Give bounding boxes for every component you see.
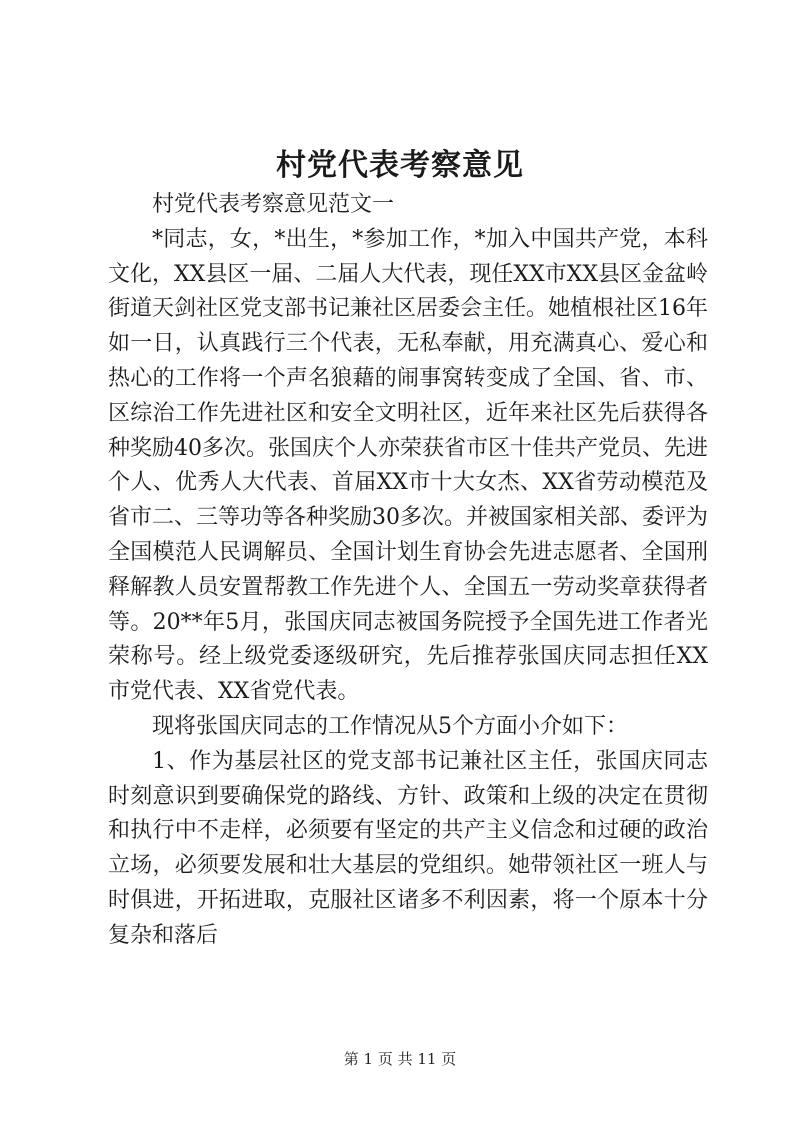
paragraph-point-1: 1、作为基层社区的党支部书记兼社区主任，张国庆同志时刻意识到要确保党的路线、方针、政策和上级的决定在贯彻和执行中不走样，必须要有坚定的共产主义信念和过硬的政治立场，必须要发展和壮大基层的党组织。她带领社区一班人与时俱进，开拓进取，克服社区诸多不利因素，将一个原本十分复杂和落后 — [108, 748, 708, 948]
document-title: 村党代表考察意见 — [276, 148, 524, 183]
paragraph-subtitle: 村党代表考察意见范文一 — [152, 192, 395, 217]
page-footer: 第 1 页 共 11 页 — [343, 1050, 457, 1068]
paragraph-intro: 现将张国庆同志的工作情况从5个方面小介如下： — [152, 713, 628, 739]
paragraph-profile: *同志，女，*出生，*参加工作，*加入中国共产党，本科文化，XX县区一届、二届人大代表，现任XX市XX县区金盆岭街道天剑社区党支部书记兼社区居委会主任。她植根社区16年如一日，认真践行三个代表，无私奉献，用充满真心、爱心和热心的工作将一个声名狼藉的闹事窝转变成了全国、省、市、区综治工作先进社区和安全文明社区，近年来社区先后获得各种奖励40多次。张国庆个人亦荣获省市区十佳共产党员、先进个人、优秀人大代表、首届XX市十大女杰、XX省劳动模范及省市二、三等功等各种奖励30多次。并被国家相关部、委评为全国模范人民调解员、全国计划生育协会先进志愿者、全国刑释解教人员安置帮教工作先进个人、全国五一劳动奖章获得者等。20**年5月，张国庆同志被国务院授予全国先进工作者光荣称号。经上级党委逐级研究，先后推荐张国庆同志担任XX市党代表、XX省党代表。 — [108, 226, 708, 705]
document-body — [108, 188, 708, 954]
